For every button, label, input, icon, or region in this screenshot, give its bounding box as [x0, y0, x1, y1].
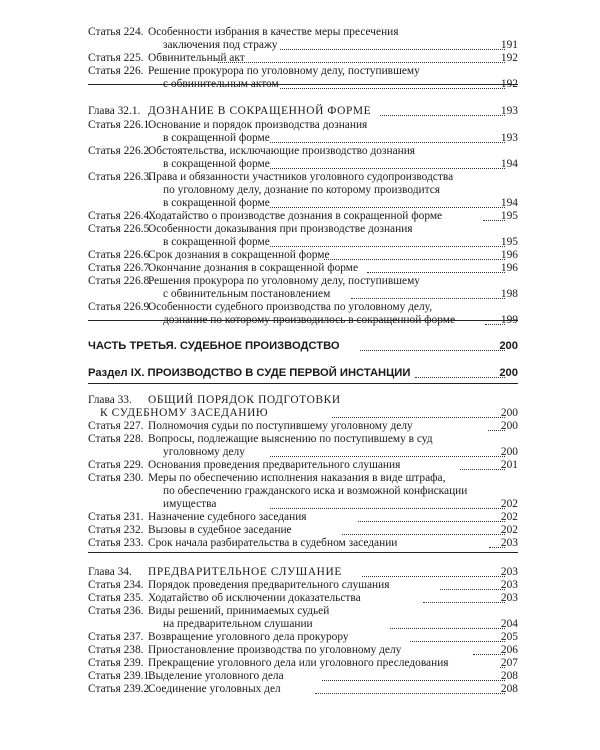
entry-title: Основание и порядок производства дознания	[148, 119, 368, 131]
toc-article-entry	[0, 579, 600, 592]
entry-line	[0, 670, 600, 683]
separator-rule	[88, 383, 518, 384]
entry-line	[0, 579, 600, 592]
toc-article-entry	[0, 657, 600, 670]
dot-leader	[423, 589, 505, 603]
entry-line	[0, 644, 600, 657]
page-number: 202	[500, 511, 518, 523]
entry-title: Вызовы в судебное заседание	[148, 524, 292, 536]
entry-number: Статья 226.7.	[88, 262, 153, 274]
entry-number: Статья 237.	[88, 631, 144, 643]
entry-title: имущества	[163, 498, 217, 510]
entry-line	[0, 537, 600, 550]
page-number: 203	[500, 566, 518, 578]
dot-leader	[390, 615, 505, 629]
entry-number: Статья 239.2.	[88, 683, 153, 695]
entry-title: дознание по которому производилось в сокращенной форме	[163, 314, 456, 326]
entry-number: Статья 236.	[88, 605, 144, 617]
entry-number: Статья 230.	[88, 472, 144, 484]
dot-leader	[415, 364, 505, 378]
toc-article-entry	[0, 537, 600, 550]
page-number: 208	[500, 683, 518, 695]
entry-line	[0, 524, 600, 537]
dot-leader	[351, 285, 505, 299]
entry-title: ПРЕДВАРИТЕЛЬНОЕ СЛУШАНИЕ	[148, 566, 342, 578]
toc-article-entry	[0, 592, 600, 605]
toc-article-entry	[0, 145, 600, 171]
dot-leader	[367, 259, 505, 273]
entry-line	[0, 446, 600, 459]
dot-leader	[280, 36, 505, 50]
page-number: 200	[500, 420, 518, 432]
entry-line	[0, 275, 600, 288]
entry-line	[0, 288, 600, 301]
toc-article-entry	[0, 171, 600, 210]
entry-number: Статья 225.	[88, 52, 144, 64]
entry-title: Виды решений, принимаемых судьей	[148, 605, 330, 617]
toc-article-entry	[0, 262, 600, 275]
entry-line	[0, 407, 600, 420]
toc-article-entry	[0, 472, 600, 511]
toc-article-entry	[0, 119, 600, 145]
dot-leader	[342, 521, 505, 535]
toc-part-heading	[0, 367, 600, 380]
page-number: 200	[500, 446, 518, 458]
toc-article-entry	[0, 301, 600, 327]
entry-title: Ходатайство об исключении доказательства	[148, 592, 361, 604]
entry-title: Назначение судебного заседания	[148, 511, 307, 523]
page-number: 194	[500, 197, 518, 209]
dot-leader	[315, 680, 505, 694]
entry-number: Статья 226.1.	[88, 119, 153, 131]
page-number: 191	[500, 39, 518, 51]
entry-line	[0, 249, 600, 262]
entry-title: К СУДЕБНОМУ ЗАСЕДАНИЮ	[100, 407, 269, 419]
dot-leader	[218, 49, 505, 63]
toc-article-entry	[0, 511, 600, 524]
entry-title: Окончание дознания в сокращенной форме	[148, 262, 359, 274]
toc-article-entry	[0, 275, 600, 301]
dot-leader	[362, 563, 505, 577]
page-number: 200	[499, 367, 518, 379]
entry-number: Статья 226.5.	[88, 223, 153, 235]
entry-line	[0, 132, 600, 145]
page-number: 200	[499, 340, 518, 352]
entry-line	[0, 566, 600, 579]
page-number: 193	[500, 105, 518, 117]
entry-line	[0, 511, 600, 524]
dot-leader	[270, 233, 505, 247]
entry-line	[0, 197, 600, 210]
dot-leader	[410, 628, 505, 642]
page-number: 201	[500, 459, 518, 471]
entry-line	[0, 105, 600, 118]
entry-line	[0, 262, 600, 275]
entry-title: Обстоятельства, исключающие производство дознания	[148, 145, 416, 157]
page-number: 202	[500, 498, 518, 510]
entry-line	[0, 301, 600, 314]
toc-article-entry	[0, 420, 600, 433]
entry-title: на предварительном слушании	[163, 618, 313, 630]
entry-line	[0, 592, 600, 605]
toc-article-entry	[0, 670, 600, 683]
entry-number: Статья 231.	[88, 511, 144, 523]
entry-title: в сокращенной форме	[163, 132, 270, 144]
toc-article-entry	[0, 459, 600, 472]
page-number: 207	[500, 657, 518, 669]
entry-line	[0, 171, 600, 184]
dot-leader	[270, 129, 505, 143]
entry-title: Возвращение уголовного дела прокурору	[148, 631, 349, 643]
entry-title: Выделение уголовного дела	[148, 670, 284, 682]
entry-title: с обвинительным актом	[163, 78, 279, 90]
entry-title: Ходатайство о производстве дознания в сокращенной форме	[148, 210, 443, 222]
entry-title: Особенности доказывания при производстве дознания	[148, 223, 413, 235]
entry-title: ЧАСТЬ ТРЕТЬЯ. СУДЕБНОЕ ПРОИЗВОДСТВО	[88, 340, 340, 352]
page-number: 202	[500, 524, 518, 536]
entry-title: в сокращенной форме	[163, 158, 270, 170]
page-number: 203	[500, 592, 518, 604]
entry-title: Решения прокурора по уголовному делу, поступившему	[148, 275, 420, 287]
entry-number: Статья 228.	[88, 433, 144, 445]
entry-number: Статья 238.	[88, 644, 144, 656]
toc-part-heading	[0, 340, 600, 353]
entry-title: в сокращенной форме	[163, 197, 270, 209]
entry-title: Порядок проведения предварительного слушания	[148, 579, 390, 591]
page-number: 192	[500, 78, 518, 90]
entry-title: с обвинительным постановлением	[163, 288, 331, 300]
entry-line	[0, 236, 600, 249]
entry-line	[0, 210, 600, 223]
entry-number: Глава 33.	[88, 394, 132, 406]
entry-title: Обвинительный акт	[148, 52, 245, 64]
dot-leader	[332, 404, 505, 418]
dot-leader	[280, 75, 505, 89]
page-number: 200	[500, 407, 518, 419]
entry-number: Глава 34.	[88, 566, 132, 578]
entry-title: заключения под стражу	[163, 39, 278, 51]
dot-leader	[270, 443, 505, 457]
page-number: 192	[500, 52, 518, 64]
entry-title: Прекращение уголовного дела или уголовного преследования	[148, 657, 449, 669]
entry-title: Соединение уголовных дел	[148, 683, 281, 695]
page-number: 198	[500, 288, 518, 300]
page-number: 203	[500, 537, 518, 549]
page-number: 195	[500, 210, 518, 222]
page-number: 205	[500, 631, 518, 643]
page-number: 195	[500, 236, 518, 248]
entry-number: Глава 32.1.	[88, 105, 141, 117]
entry-number: Статья 227.	[88, 420, 144, 432]
entry-title: по обеспечению гражданского иска и возможной конфискации	[163, 485, 468, 497]
entry-number: Статья 226.6.	[88, 249, 153, 261]
entry-line	[0, 472, 600, 485]
dot-leader	[380, 102, 505, 116]
entry-title: Особенности судебного производства по уголовному делу,	[148, 301, 433, 313]
entry-number: Статья 234.	[88, 579, 144, 591]
separator-rule	[88, 84, 518, 85]
toc-article-entry	[0, 210, 600, 223]
entry-number: Статья 226.8.	[88, 275, 153, 287]
entry-line	[0, 420, 600, 433]
entry-number: Статья 226.	[88, 65, 144, 77]
dot-leader	[324, 246, 505, 260]
entry-number: Статья 226.9.	[88, 301, 153, 313]
entry-number: Статья 229.	[88, 459, 144, 471]
entry-title: Права и обязанности участников уголовного судопроизводства	[148, 171, 454, 183]
entry-line	[0, 367, 600, 380]
toc-article-entry	[0, 249, 600, 262]
toc-article-entry	[0, 223, 600, 249]
entry-title: Раздел IX. ПРОИЗВОДСТВО В СУДЕ ПЕРВОЙ ИНСТАНЦИИ	[88, 367, 411, 379]
dot-leader	[270, 194, 505, 208]
entry-title: по уголовному делу, дознание по которому производится	[163, 184, 441, 196]
entry-title: уголовному делу	[163, 446, 245, 458]
dot-leader	[360, 337, 505, 351]
entry-number: Статья 226.2.	[88, 145, 153, 157]
toc-article-entry	[0, 644, 600, 657]
toc-chapter-entry	[0, 566, 600, 579]
page-number: 196	[500, 262, 518, 274]
page-number: 204	[500, 618, 518, 630]
separator-rule	[88, 320, 518, 321]
entry-title: Срок начала разбирательства в судебном заседании	[148, 537, 398, 549]
toc-article-entry	[0, 524, 600, 537]
page-number: 203	[500, 579, 518, 591]
entry-title: Вопросы, подлежащие выяснению по поступившему в суд	[148, 433, 433, 445]
entry-title: Решение прокурора по уголовному делу, поступившему	[148, 65, 420, 77]
entry-line	[0, 683, 600, 696]
entry-number: Статья 235.	[88, 592, 144, 604]
entry-number: Статья 224.	[88, 26, 144, 38]
entry-line	[0, 605, 600, 618]
separator-rule	[88, 552, 518, 553]
dot-leader	[322, 667, 505, 681]
toc-article-entry	[0, 52, 600, 65]
entry-title: Основания проведения предварительного слушания	[148, 459, 401, 471]
entry-title: Полномочия судьи по поступившему уголовному делу	[148, 420, 413, 432]
entry-line	[0, 498, 600, 511]
entry-line	[0, 618, 600, 631]
page-number: 206	[500, 644, 518, 656]
page-number: 193	[500, 132, 518, 144]
entry-line	[0, 52, 600, 65]
entry-title: Меры по обеспечению исполнения наказания в виде штрафа,	[148, 472, 446, 484]
toc-article-entry	[0, 433, 600, 459]
entry-line	[0, 459, 600, 472]
entry-number: Статья 226.3.	[88, 171, 153, 183]
entry-title: Приостановление производства по уголовному делу	[148, 644, 402, 656]
toc-article-entry	[0, 631, 600, 644]
entry-line	[0, 158, 600, 171]
entry-title: ОБЩИЙ ПОРЯДОК ПОДГОТОВКИ	[148, 394, 341, 406]
entry-title: Особенности избрания в качестве меры пресечения	[148, 26, 399, 38]
entry-line	[0, 394, 600, 407]
entry-number: Статья 239.	[88, 657, 144, 669]
dot-leader	[270, 495, 505, 509]
entry-title: Срок дознания в сокращенной форме	[148, 249, 330, 261]
page-number: 196	[500, 249, 518, 261]
page-number: 194	[500, 158, 518, 170]
page-number: 208	[500, 670, 518, 682]
toc-chapter-entry	[0, 394, 600, 420]
entry-title: в сокращенной форме	[163, 236, 270, 248]
toc-chapter-entry	[0, 105, 600, 118]
page-number: 199	[500, 314, 518, 326]
entry-number: Статья 239.1.	[88, 670, 153, 682]
entry-line	[0, 340, 600, 353]
entry-number: Статья 232.	[88, 524, 144, 536]
entry-number: Статья 226.4.	[88, 210, 153, 222]
dot-leader	[358, 508, 505, 522]
toc-article-entry	[0, 605, 600, 631]
toc-article-entry	[0, 65, 600, 91]
entry-line	[0, 657, 600, 670]
entry-number: Статья 233.	[88, 537, 144, 549]
dot-leader	[270, 155, 505, 169]
toc-article-entry	[0, 683, 600, 696]
entry-line	[0, 631, 600, 644]
entry-title: ДОЗНАНИЕ В СОКРАЩЕННОЙ ФОРМЕ	[148, 105, 372, 117]
